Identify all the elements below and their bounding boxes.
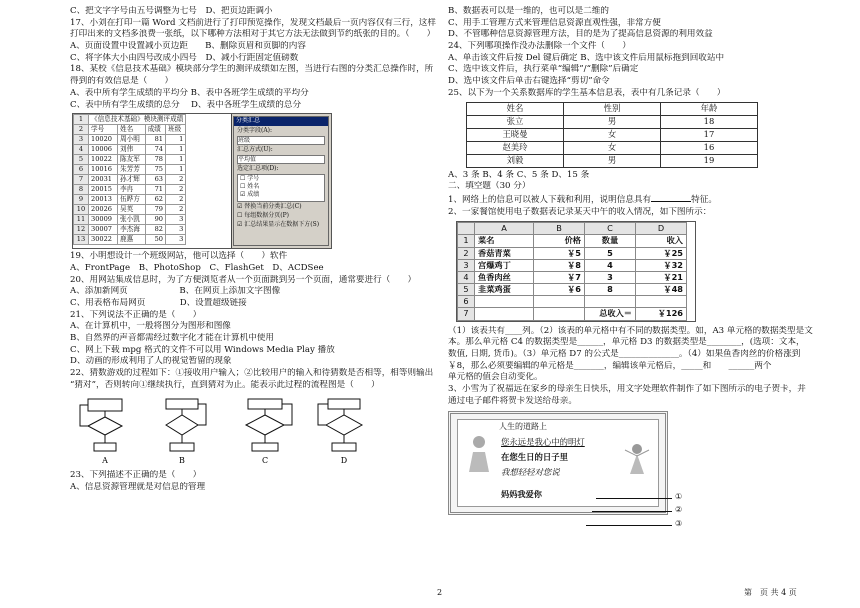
grade-cell: 2 — [165, 205, 185, 215]
text-line: 22、猜数游戏的过程如下：①接收用户输入；②比较用户的输入和待猜数是否相等，相等则输出 — [70, 368, 434, 379]
sales-cell: 香菇青菜 — [475, 247, 534, 259]
fill-question-2: 2、一家餐馆使用电子数据表记录某天中午的收入情况，如下图所示： — [448, 206, 712, 217]
grade-cell: 陈友军 — [118, 155, 146, 165]
table-row — [458, 271, 687, 283]
text-line: 3、小雪为了祝福远在家乡的母亲生日快乐，用文字处理软件制作了如下图所示的电子贺卡，并 — [448, 383, 806, 394]
grade-cell: 刘伟 — [118, 145, 146, 155]
table-row — [458, 296, 687, 308]
grade-cell: 1 — [165, 155, 185, 165]
text-line: （1）该表共有____列。（2）该表的单元格中有不同的数据类型。如，A3 单元格的数据类型是文 — [448, 325, 813, 336]
sales-cell: ￥6 — [534, 284, 585, 296]
sales-cell: 数量 — [585, 235, 636, 247]
text-line: 二、填空题（30 分） — [448, 181, 531, 192]
sales-cell-empty — [534, 308, 585, 320]
sales-cell: 5 — [585, 247, 636, 259]
text-line: C、把文字字号由五号调整为七号 D、把页边距调小 — [70, 6, 273, 16]
grade-cell: 62 — [145, 195, 165, 205]
photo-figure-icon — [464, 434, 494, 474]
flow-label-b: B — [179, 456, 185, 466]
grade-cell: 30009 — [89, 215, 118, 225]
text-line: 单元格的值会自动变化。 — [448, 372, 543, 383]
student-cell: 赵美玲 — [467, 141, 564, 154]
student-cell: 18 — [661, 115, 758, 128]
student-cell: 刘毅 — [467, 154, 564, 167]
grade-cell: 30022 — [89, 235, 118, 245]
dialog-option-replace: ☑ 替换当前分类汇总(C) — [237, 203, 302, 211]
row-number: 4 — [74, 145, 89, 155]
student-info-table — [466, 102, 758, 168]
grade-header-cell: 成绩 — [145, 125, 165, 135]
table-row — [74, 175, 186, 185]
row-number: 6 — [458, 296, 475, 308]
sales-cell-empty — [475, 308, 534, 320]
student-cell: 19 — [661, 154, 758, 167]
sales-cell-empty — [534, 296, 585, 308]
grade-cell: 3 — [165, 235, 185, 245]
grade-cell: 10022 — [89, 155, 118, 165]
sales-cell: ￥25 — [636, 247, 687, 259]
text-line: 数值, 日期, 货币)。（3）单元格 D7 的公式是______________。（4）如果鱼香肉丝的价格涨到 — [448, 348, 801, 359]
student-cell: 男 — [564, 115, 661, 128]
grade-cell: 10016 — [89, 165, 118, 175]
right-text-top — [448, 6, 828, 100]
flow-c-lines — [246, 399, 292, 451]
student-cell: 男 — [564, 154, 661, 167]
table-row — [74, 195, 186, 205]
grade-cell: 周小明 — [118, 135, 146, 145]
sales-cell: 4 — [585, 259, 636, 271]
text-line: C、用手工管理方式来管理信息资源直观性强，非常方便 — [448, 17, 661, 28]
student-cell: 女 — [564, 128, 661, 141]
leader-line-1 — [596, 498, 672, 499]
table-row — [458, 259, 687, 271]
row-number: 6 — [74, 165, 89, 175]
grade-cell: 2 — [165, 195, 185, 205]
text-line: B、数据表可以是一维的，也可以是二维的 — [448, 6, 610, 16]
text-line: A、添加新网页 B、在网页上添加文字图像 — [70, 286, 281, 297]
row-number: 13 — [74, 235, 89, 245]
left-column — [70, 6, 442, 494]
text-line: 20、用网站集成信息时，为了方便浏览者从一个页面跳到另一个页面，通常要进行（ ） — [70, 274, 417, 285]
sales-cell: ￥21 — [636, 271, 687, 283]
row-number: 3 — [74, 135, 89, 145]
dialog-option-below: ☑ 汇总结果显示在数据下方(S) — [237, 221, 320, 229]
table-row — [74, 145, 186, 155]
text-line: C、网上下载 mpg 格式的文件不可以用 Windows Media Play 播放 — [70, 344, 335, 355]
grade-cell: 75 — [145, 165, 165, 175]
text-line: 23、下列描述不正确的是（ ） — [70, 470, 202, 481]
dialog-field-select: 班级 — [237, 136, 325, 145]
grade-cell: 李冉 — [118, 185, 146, 195]
grade-cell: 90 — [145, 215, 165, 225]
text-line: C、将字体大小由四号改成小四号 D、减小行距固定值磅数 — [70, 52, 299, 63]
sales-cell: 宫爆鸡丁 — [475, 259, 534, 271]
text-line: 21、下列说法不正确的是（ ） — [70, 309, 202, 320]
student-cell: 张立 — [467, 115, 564, 128]
grade-cell: 20013 — [89, 195, 118, 205]
sales-cell: 鱼香肉丝 — [475, 271, 534, 283]
text-line: “猜对”，否则转向①继续执行，直到猜对为止。能表示此过程的流程图是（ ） — [70, 379, 380, 390]
flow-a-input — [88, 399, 122, 411]
grade-cell: 10006 — [89, 145, 118, 155]
table-row — [74, 225, 186, 235]
left-text-middle — [70, 251, 442, 391]
dialog-item-label: 姓名 — [247, 183, 260, 191]
grade-cell: 1 — [165, 145, 185, 155]
text-line: A、表中所有学生成绩的平均分 B、表中各班学生成绩的平均分 — [70, 87, 309, 98]
page-footer: 第 页 共 4 页 — [744, 588, 797, 597]
dialog-item: ☐ 姓名 — [240, 183, 260, 191]
table-row — [467, 115, 758, 128]
table-row — [467, 141, 758, 154]
row-number: 7 — [74, 175, 89, 185]
row-number: 2 — [458, 247, 475, 259]
grade-cell: 50 — [145, 235, 165, 245]
text-line: 得到的有效信息是（ ） — [70, 76, 174, 87]
marker-2: ② — [675, 505, 683, 514]
flow-label-c: C — [261, 456, 269, 466]
subtotal-dialog — [233, 116, 329, 246]
row-number: 1 — [458, 235, 475, 247]
sales-table — [457, 222, 687, 320]
sales-spreadsheet — [456, 221, 696, 321]
text-line: C、选中该文件后，执行菜单“编辑”/“删除”后确定 — [448, 64, 639, 75]
text-line: 通过电子邮件将贺卡发送给母亲。 — [448, 395, 577, 406]
text-line: 打印出来的文档多浪费一张纸，以下哪种方法相对于其它方法无法做到节约纸张的目的。（ ） — [70, 29, 436, 40]
sales-cell-empty — [585, 296, 636, 308]
student-header-cell: 姓名 — [467, 102, 564, 115]
text-line: A、页面设置中设置减小页边距 B、删除页眉和页脚的内容 — [70, 41, 306, 52]
table-row — [467, 128, 758, 141]
grade-cell: 2 — [165, 175, 185, 185]
grade-cell: 63 — [145, 175, 165, 185]
total-value: ￥126 — [636, 308, 687, 320]
table-row — [467, 154, 758, 167]
fill-question-1: 1、网络上的信息可以被人下载和利用，说明信息具有 特征。 — [448, 194, 717, 205]
sales-cell: 8 — [585, 284, 636, 296]
tinkerbell-figure-icon — [624, 442, 650, 476]
sales-cell-empty — [636, 296, 687, 308]
sales-cell: ￥5 — [534, 247, 585, 259]
table-row — [74, 205, 186, 215]
flow-label-a: A — [102, 456, 108, 466]
grade-cell: 3 — [165, 215, 185, 225]
flow-label-d: D — [340, 456, 348, 466]
sales-cell: 收入 — [636, 235, 687, 247]
grade-header-cell: 班级 — [165, 125, 185, 135]
student-cell: 16 — [661, 141, 758, 154]
text-line: 25、以下为一个关系数据库的学生基本信息表，表中有几条记录（ ） — [448, 87, 726, 98]
excel-screenshot — [72, 113, 332, 249]
text-line: B、自然界的声音都需经过数字化才能在计算机中使用 — [70, 333, 274, 343]
sales-cell: ￥32 — [636, 259, 687, 271]
table-row — [74, 215, 186, 225]
grade-cell: 李杰海 — [118, 225, 146, 235]
sales-cell: 价格 — [534, 235, 585, 247]
grade-cell: 鹿惠 — [118, 235, 146, 245]
flow-a-lines — [80, 405, 122, 451]
sales-cell: ￥8 — [534, 259, 585, 271]
grade-table-title: 《信息技术基础》模块测评成绩 — [89, 115, 186, 125]
right-text-middle — [448, 170, 828, 193]
grade-cell: 2 — [165, 185, 185, 195]
table-row — [74, 235, 186, 245]
sales-cell: 韭菜鸡蛋 — [475, 284, 534, 296]
dialog-item: ☐ 学号 — [240, 175, 260, 183]
table-row — [74, 165, 186, 175]
sales-cell-empty — [475, 296, 534, 308]
grade-header-cell: 学号 — [89, 125, 118, 135]
row-number: 12 — [74, 225, 89, 235]
grade-header-cell: 姓名 — [118, 125, 146, 135]
dialog-item-label: 学号 — [247, 175, 260, 183]
text-line: A、3 条 B、4 条 C、5 条 D、15 条 — [448, 169, 590, 180]
row-number: 9 — [74, 195, 89, 205]
column-header: D — [636, 223, 687, 235]
grade-cell: 71 — [145, 185, 165, 195]
row-number: 4 — [458, 271, 475, 283]
grade-cell: 79 — [145, 205, 165, 215]
text-line: 17、小刘在打印一篇 Word 文档前进行了打印预览操作，发现文档最后一页内容仅有三行，这样 — [70, 17, 436, 28]
flowchart-options — [70, 393, 370, 465]
grade-cell: 吴英 — [118, 205, 146, 215]
grade-cell: 74 — [145, 145, 165, 155]
left-text-bottom — [70, 470, 442, 493]
table-row — [74, 155, 186, 165]
flow-d-lines — [318, 399, 362, 451]
student-header-cell: 性别 — [564, 102, 661, 115]
row-number: 3 — [458, 259, 475, 271]
text-line: D、选中该文件后单击右键选择“剪切”命令 — [448, 76, 610, 87]
table-row — [458, 235, 687, 247]
grade-cell: 10020 — [89, 135, 118, 145]
text-line: ￥8，那么必须要编辑的单元格是_______，编辑该单元格后，_____和 ______两个 — [448, 360, 772, 371]
text-line: D、动画的形成利用了人的视觉暂留的现象 — [70, 356, 232, 367]
sales-cell: 菜名 — [475, 235, 534, 247]
column-header: B — [534, 223, 585, 235]
card-line-4: 我想轻轻对您说 — [501, 467, 560, 478]
text-line: 本。那么单元格 C4 的数据类型是______，单元格 D3 的数据类型是________，(选项：文本， — [448, 337, 805, 348]
student-header-cell: 年龄 — [661, 102, 758, 115]
grade-cell: 82 — [145, 225, 165, 235]
card-line-3: 在您生日的日子里 — [501, 452, 568, 463]
column-header: C — [585, 223, 636, 235]
grade-cell: 孙才辉 — [118, 175, 146, 185]
row-number: 7 — [458, 308, 475, 320]
grade-cell: 81 — [145, 135, 165, 145]
dialog-item: ☑ 成绩 — [240, 191, 260, 199]
right-text-paragraph — [448, 326, 828, 408]
table-row — [458, 247, 687, 259]
total-label: 总收入＝ — [585, 308, 636, 320]
text-line: 18、某校《信息技术基础》模块部分学生的测评成绩如左图，当进行右图的分类汇总操作时，所 — [70, 64, 434, 75]
grade-cell: 张小凯 — [118, 215, 146, 225]
grade-cell: 20031 — [89, 175, 118, 185]
grade-cell: 朱芳芳 — [118, 165, 146, 175]
sales-cell: ￥48 — [636, 284, 687, 296]
grade-cell: 30007 — [89, 225, 118, 235]
dialog-method-select: 平均值 — [237, 155, 325, 164]
grade-cell: 1 — [165, 135, 185, 145]
text-line: 24、下列哪项操作没办法删除一个文件（ ） — [448, 41, 631, 52]
table-row — [458, 284, 687, 296]
sales-cell: 3 — [585, 271, 636, 283]
birthday-card — [448, 411, 668, 515]
text-line: A、在计算机中，一般将图分为图形和图像 — [70, 321, 231, 332]
table-row — [74, 185, 186, 195]
card-line-2: 您永远是我心中的明灯 — [501, 437, 585, 448]
leader-line-2 — [592, 511, 672, 512]
dialog-option-pagebreak: ☐ 每组数据分页(P) — [237, 212, 290, 220]
marker-1: ① — [675, 492, 683, 501]
text-line: A、单击该文件后按 Del 键后确定 B、选中该文件后用鼠标拖到回收站中 — [448, 52, 725, 63]
right-column — [448, 6, 828, 515]
text-line: A、信息资源管理就是对信息的管理 — [70, 481, 206, 492]
dialog-label-method: 汇总方式(U): — [237, 146, 273, 154]
student-cell: 女 — [564, 141, 661, 154]
row-number: 5 — [458, 284, 475, 296]
page-number-left: 2 — [437, 588, 443, 597]
dialog-label-field: 分类字段(A): — [237, 127, 273, 135]
card-line-5: 妈妈我爱你 — [501, 489, 542, 500]
column-header: A — [475, 223, 534, 235]
leader-line-3 — [586, 525, 672, 526]
text-line: 19、小明想设计一个班级网站，他可以选择（ ）软件 — [70, 251, 288, 262]
text-line: C、表中所有学生成绩的总分 D、表中各班学生成绩的总分 — [70, 99, 302, 110]
row-number: 8 — [74, 185, 89, 195]
marker-3: ③ — [675, 519, 683, 528]
grade-cell: 伍晔方 — [118, 195, 146, 205]
text-line: D、不管哪种信息资源管理方法，目的是为了提高信息资源的利用效益 — [448, 29, 713, 40]
grade-table: 1 《信息技术基础》模块测评成绩 2 学号 姓名 成绩 班级 3 10020 周小明 81 1 4 10006 刘伟 74 1 5 10022 陈友军 78 1 6 10016 朱芳芳 75 1 7 20031 孙才辉 63 2 8 20015 李冉 71 2 9 20013 伍晔方 62 2 10 20026 吴英 79 2 11 30009 张小凯 90 3 12 30007 李杰海 82 3 13 30022 鹿惠 50 3 — [73, 114, 186, 245]
dialog-label-items: 选定汇总项(D): — [237, 165, 279, 173]
grade-cell: 78 — [145, 155, 165, 165]
grade-cell: 20026 — [89, 205, 118, 215]
text-line: C、用表格布局网页 D、设置超级链接 — [70, 297, 247, 308]
dialog-items-list — [237, 174, 325, 202]
row-number: 11 — [74, 215, 89, 225]
grade-cell: 1 — [165, 165, 185, 175]
flow-b-lines — [166, 399, 206, 451]
dialog-item-label: 成绩 — [247, 191, 260, 199]
row-number: 5 — [74, 155, 89, 165]
table-row — [74, 135, 186, 145]
grade-cell: 20015 — [89, 185, 118, 195]
left-text-top — [70, 6, 442, 111]
row-number: 10 — [74, 205, 89, 215]
student-cell: 王晓曼 — [467, 128, 564, 141]
table-row — [458, 308, 687, 320]
dialog-title: 分类汇总 — [234, 117, 328, 126]
student-cell: 17 — [661, 128, 758, 141]
grade-sheet — [73, 114, 232, 248]
card-line-1: 人生的道路上 — [499, 422, 547, 432]
grade-cell: 3 — [165, 225, 185, 235]
text-line: A、FrontPage B、PhotoShop C、FlashGet D、ACDSee — [70, 262, 324, 273]
sales-cell: ￥7 — [534, 271, 585, 283]
